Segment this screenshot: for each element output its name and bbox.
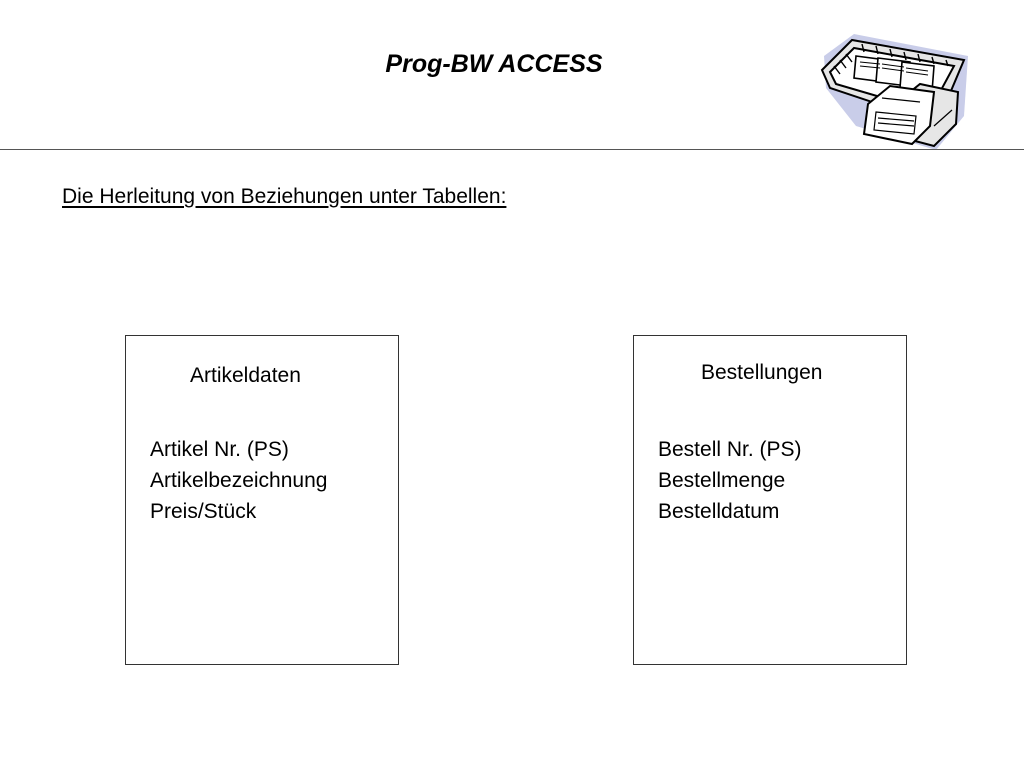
field-item: Artikel Nr. (PS) <box>150 438 289 461</box>
table-name: Artikeldaten <box>190 364 301 387</box>
floppy-disks-tray-icon <box>816 26 976 154</box>
header-divider <box>0 149 1024 150</box>
field-item: Bestelldatum <box>658 500 780 523</box>
field-item: Preis/Stück <box>150 500 257 523</box>
table-box-artikeldaten <box>125 335 399 665</box>
field-item: Bestellmenge <box>658 469 786 492</box>
slide-title: Prog-BW ACCESS <box>385 50 603 78</box>
table-box-bestellungen <box>633 335 907 665</box>
table-name: Bestellungen <box>701 361 823 384</box>
section-heading: Die Herleitung von Beziehungen unter Tabellen: <box>62 185 507 208</box>
field-item: Artikelbezeichnung <box>150 469 328 492</box>
field-item: Bestell Nr. (PS) <box>658 438 802 461</box>
field-list <box>150 434 327 527</box>
field-list <box>658 434 802 527</box>
